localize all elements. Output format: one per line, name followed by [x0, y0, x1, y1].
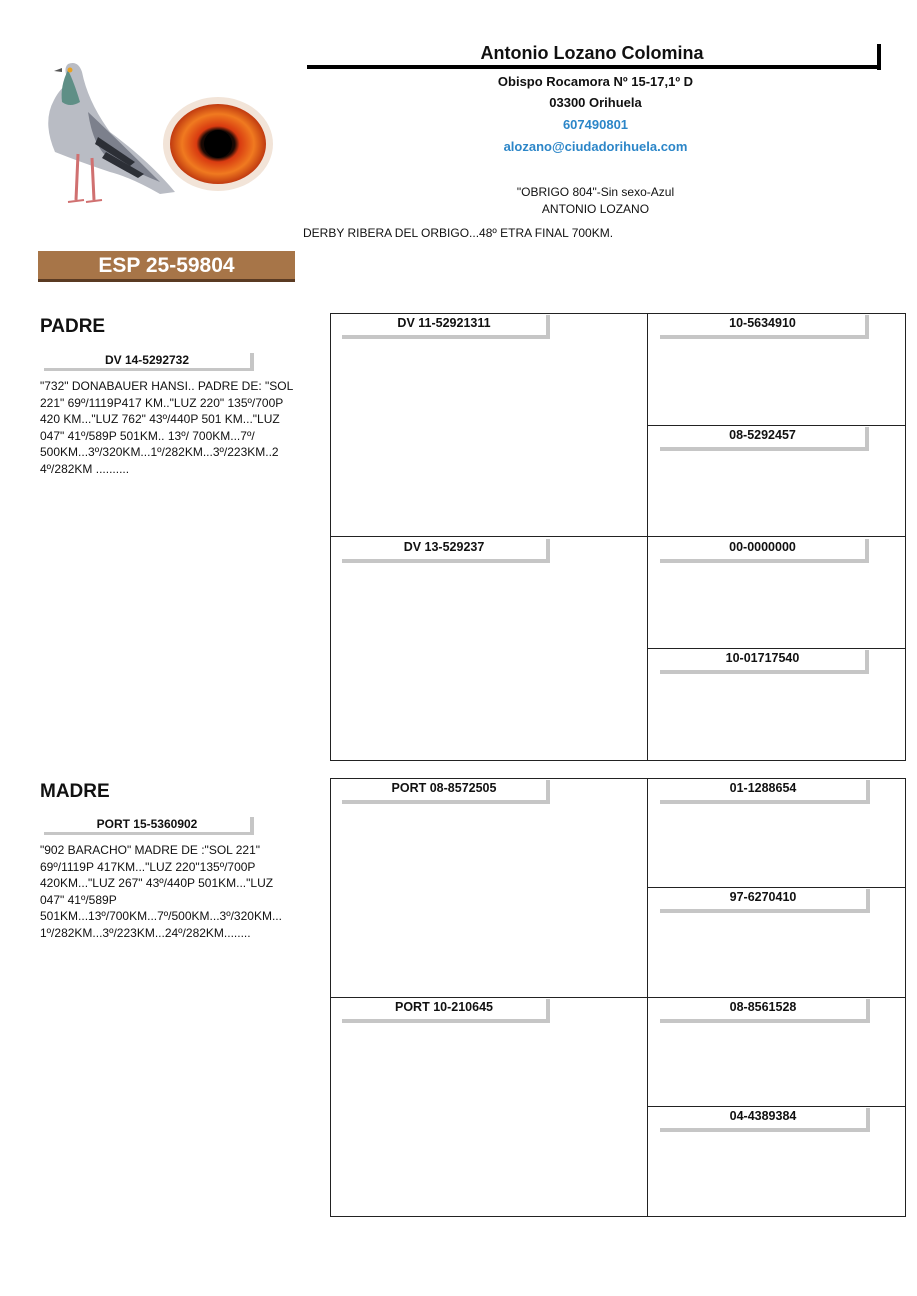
grid-divider: [647, 313, 648, 761]
address-line-2: 03300 Orihuela: [549, 95, 642, 110]
madre-ff-ring: 01-1288654: [660, 780, 870, 804]
achievement-line: DERBY RIBERA DEL ORBIGO...48º ETRA FINAL 700KM.: [303, 226, 614, 240]
padre-fm-ring: 08-5292457: [660, 427, 869, 451]
madre-ring: PORT 15-5360902: [44, 817, 254, 835]
header-divider-end: [877, 44, 881, 70]
bird-name-line: "OBRIGO 804"-Sin sexo-Azul: [516, 185, 675, 199]
header-divider: [307, 65, 880, 69]
owner-name: Antonio Lozano Colomina: [480, 43, 704, 63]
grid-divider: [647, 648, 906, 649]
padre-mf-ring: 00-0000000: [660, 539, 869, 563]
madre-description: "902 BARACHO" MADRE DE :"SOL 221" 69º/1119P 417KM..."LUZ 220"135º/700P 420KM..."LUZ 267" 43º/440P 501KM..."LUZ 047" 41º/589P 501KM...13º/700KM...7º/500KM...3º/320KM... 1º/282KM...3º/223KM...24º/282KM........: [40, 843, 282, 940]
padre-mother-ring: DV 13-529237: [342, 539, 550, 563]
grid-divider: [330, 997, 906, 998]
padre-ring: DV 14-5292732: [44, 353, 254, 371]
madre-title: MADRE: [40, 781, 110, 802]
madre-father-ring: PORT 08-8572505: [342, 780, 550, 804]
madre-mf-ring: 08-8561528: [660, 999, 870, 1023]
madre-mm-ring: 04-4389384: [660, 1108, 870, 1132]
madre-mother-ring: PORT 10-210645: [342, 999, 550, 1023]
grid-divider: [647, 887, 906, 888]
pigeon-logo: [40, 42, 290, 214]
grid-divider: [647, 425, 906, 426]
padre-ff-ring: 10-5634910: [660, 315, 869, 339]
madre-fm-ring: 97-6270410: [660, 889, 870, 913]
padre-pedigree-grid: [330, 313, 906, 761]
padre-description: "732" DONABAUER HANSI.. PADRE DE: "SOL 221" 69º/1119P417 KM.."LUZ 220" 135º/700P 420 KM..."LUZ 762" 43º/440P 501 KM..."LUZ 047" 41º/589P 501KM.. 13º/ 700KM...7º/ 500KM...3º/320KM...1º/282KM...3º/223KM..2 4º/282KM ..........: [40, 379, 293, 476]
grid-divider: [647, 1106, 906, 1107]
banner-underline: [38, 281, 295, 282]
address-line-1: Obispo Rocamora Nº 15-17,1º D: [497, 74, 694, 89]
padre-mm-ring: 10-01717540: [660, 650, 869, 674]
breeder-line: ANTONIO LOZANO: [541, 202, 650, 216]
grid-divider: [330, 536, 906, 537]
phone-link[interactable]: 607490801: [562, 117, 629, 132]
padre-father-ring: DV 11-52921311: [342, 315, 550, 339]
padre-title: PADRE: [40, 316, 106, 337]
email-link[interactable]: alozano@ciudadorihuela.com: [503, 139, 688, 154]
bird-ring-banner: ESP 25-59804: [38, 251, 295, 282]
